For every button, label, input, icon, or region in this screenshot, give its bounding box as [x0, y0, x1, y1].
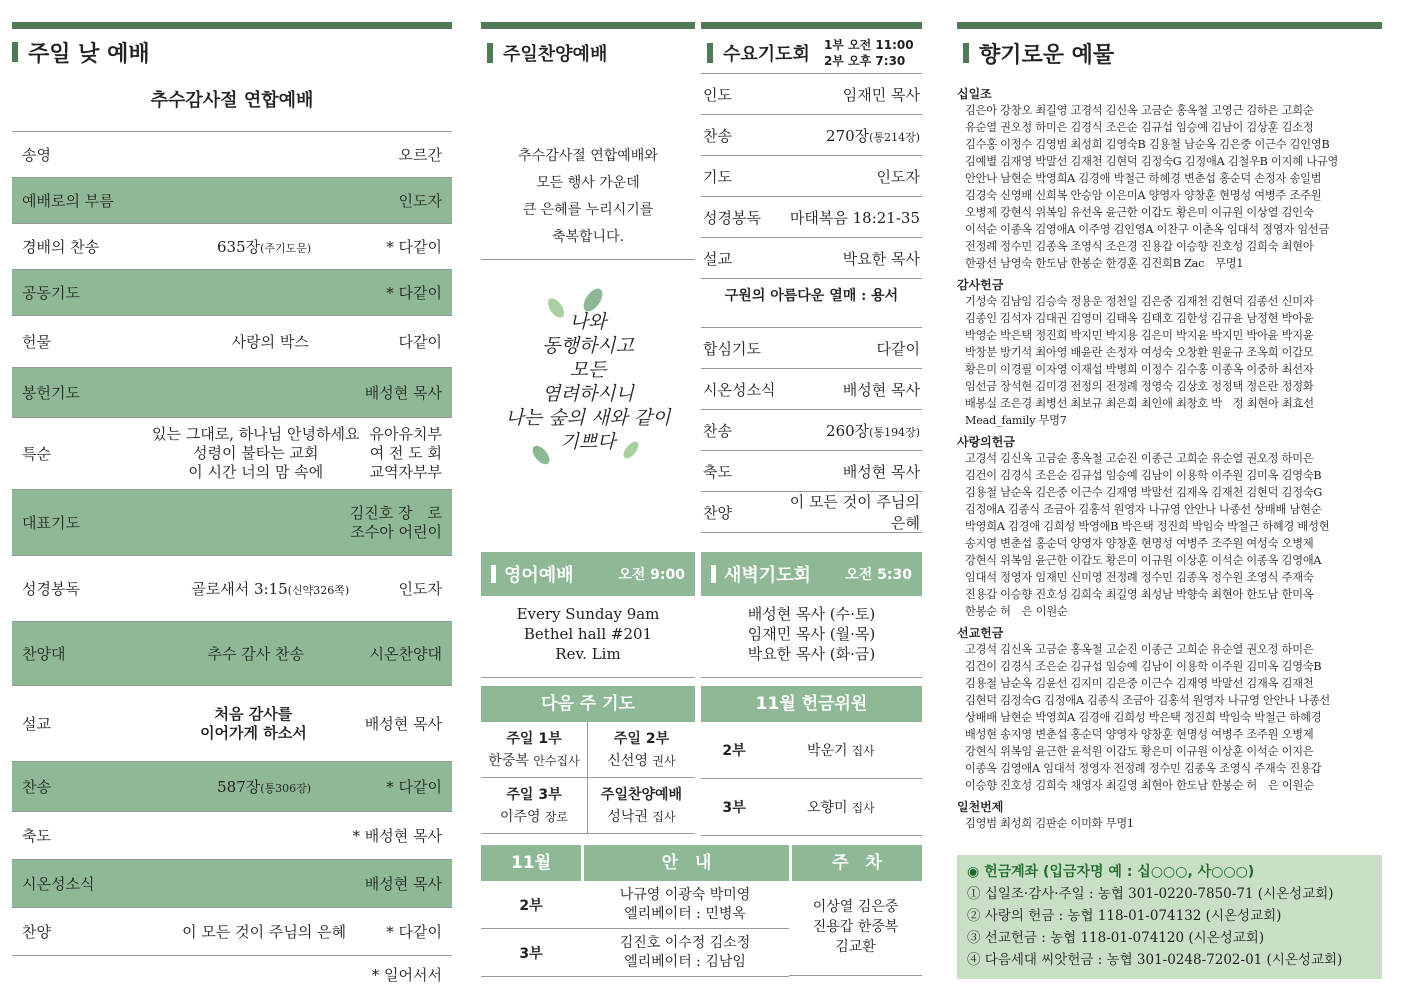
- guide-row: [481, 881, 789, 929]
- offering-names-line: 김종인 김석자 김대권 김영미 김태옥 김태호 김한성 김규윤 남정현 박아윤: [965, 312, 1314, 325]
- offering-names-line: 이종옥 김영애A 임대석 정영자 전정례 정수민 김종옥 조영식 주재숙 진용갑: [965, 762, 1322, 775]
- wednesday-label: 찬송: [703, 421, 732, 440]
- offerings-list: [957, 73, 1382, 832]
- offerings-title: 향기로운 예물: [979, 42, 1115, 68]
- offering-names-line: 김건이 김경식 조은순 김규섭 임승예 김남이 이용학 이주원 김미옥 김영숙B: [965, 660, 1322, 673]
- wednesday-value: 마태복음 18:21-35: [789, 208, 920, 227]
- offering-names-line: 이승향 진호성 김희숙 채영자 최길영 최현아 한도남 한봉순 허 은 이원순: [965, 779, 1314, 792]
- order-label: 찬양: [22, 923, 51, 941]
- calligraphy-text: [481, 310, 695, 454]
- offering-names-line: 강현식 위복임 윤근한 윤석원 이갑도 황은미 이규원 이상훈 이석순 이지은: [965, 745, 1314, 758]
- order-content: [142, 425, 370, 482]
- offering-names: [957, 293, 1382, 429]
- dawn-line: [701, 624, 922, 644]
- wednesday-time1: 1부 오전 11:00: [823, 38, 914, 52]
- next-prayer-grid: [481, 722, 695, 834]
- order-content-note: (신약326쪽): [287, 584, 350, 597]
- next-prayer-name: 한중복: [488, 753, 534, 769]
- order-label: 설교: [22, 715, 51, 733]
- offering-names-line: 유순열 권오정 하미은 김경식 조은순 김규섭 임승예 김남이 김상훈 김소정: [965, 121, 1314, 134]
- dawn-header: [701, 552, 922, 596]
- offering-names: [957, 641, 1382, 794]
- dawn-name: 배성현: [747, 605, 797, 623]
- offering-section-title: 선교헌금: [957, 626, 1004, 640]
- order-label: 봉헌기도: [22, 384, 80, 402]
- order-label: 송영: [22, 146, 51, 164]
- wednesday-label: 시온성소식: [703, 380, 776, 399]
- wednesday-row: [701, 369, 922, 410]
- offering-names-line: 오병제 강현식 위복임 유선옥 윤근한 이갑도 황은미 이규원 이상열 김인숙: [965, 206, 1314, 219]
- wednesday-column: [701, 22, 922, 533]
- bullet-mark-icon: [12, 42, 18, 62]
- offering-committee-role: 집사: [851, 743, 875, 758]
- wednesday-row: [701, 238, 922, 279]
- order-leader-line: 여 전 도 회: [369, 444, 442, 462]
- order-content: 635장(주기도문): [217, 238, 312, 256]
- praise-message: [481, 73, 695, 260]
- offering-names-line: 김정애A 김종식 조금아 김홍석 원영자 나규영 안안나 나종선 상배배 남현순: [965, 503, 1322, 516]
- account-line: ② 사랑의 헌금 : 농협 118-01-074132 (시온성교회): [967, 908, 1282, 924]
- order-row: [12, 132, 452, 178]
- offering-names-line: 한광선 남영숙 한도남 한봉순 한경훈 김진희B Zac 무명1: [965, 257, 1244, 270]
- sunday-order-list: [12, 132, 452, 956]
- sunday-title: 주일 낮 예배: [28, 41, 150, 67]
- bullet-mark-icon: [491, 565, 496, 583]
- order-leader: [350, 504, 442, 542]
- guide-parking: [789, 881, 922, 976]
- wednesday-row: [701, 74, 922, 115]
- offering-committee-role: 집사: [851, 800, 875, 815]
- offering-section-title: 감사헌금: [957, 278, 1004, 292]
- offering-names-line: 김용철 남순옥 김은중 이근수 김재영 박말선 김재옥 김재천 김현덕 김정숙G: [965, 486, 1323, 499]
- wednesday-label: 성경봉독: [703, 208, 761, 227]
- offering-names-line: 김현덕 김정숙G 김정애A 김종식 조금아 김홍석 원영자 나규영 안안나 나종선: [965, 694, 1331, 707]
- wednesday-label: 설교: [703, 249, 732, 268]
- wednesday-value: 배성현 목사: [842, 380, 920, 399]
- guide-content: [581, 886, 789, 924]
- next-prayer-role: 권사: [652, 754, 676, 768]
- order-leader: 배성현 목사: [364, 875, 442, 893]
- account-title: ◉ 헌금계좌 (입금자명 예 : 십○○○, 사○○○): [967, 864, 1255, 880]
- guide-parking-header: 주 차: [792, 845, 922, 881]
- offering-names-line: 고경석 김신옥 고금순 홍옥철 고순진 이종근 고희순 유순열 권오정 하미은: [965, 643, 1314, 656]
- next-prayer-label: 주일 1부: [506, 731, 562, 747]
- order-content: 골로새서 3:15(신약326쪽): [191, 580, 350, 598]
- wednesday-row: [701, 328, 922, 369]
- guide-body: [481, 881, 922, 977]
- guide-line: 김진호 이수정 김소정: [619, 934, 751, 951]
- guide-row: [481, 929, 789, 977]
- guide-label: 3부: [519, 945, 543, 962]
- praise-message-line: 모든 행사 가운데: [536, 175, 640, 191]
- offering-section-title: 사랑의헌금: [957, 435, 1015, 449]
- bullet-mark-icon: [963, 43, 969, 63]
- order-leader: [370, 425, 442, 482]
- wednesday-value: 다같이: [876, 339, 920, 358]
- guide-line: 엘리베이터 : 김남임: [624, 953, 746, 970]
- dawn-line: [701, 604, 922, 624]
- offering-names: [957, 450, 1382, 620]
- wednesday-value: 260장(통194장): [826, 421, 920, 440]
- account-line: ③ 선교헌금 : 농협 118-01-074120 (시온성교회): [967, 930, 1265, 946]
- dawn-info: [701, 596, 922, 678]
- offering-names-line: 김영범 최성희 김판순 이미화 무명1: [965, 817, 1134, 830]
- sunday-footnote: * 일어서서: [371, 966, 442, 984]
- order-leader-line: 유아유치부: [369, 425, 442, 443]
- offering-names-line: 강현식 위복임 윤근한 이갑도 황은미 이규원 이상훈 이석순 이종옥 김영애A: [965, 554, 1322, 567]
- offering-names-line: 박창분 방기석 최아영 배윤란 손정자 여성숙 오창환 원윤규 조옥희 이갑모: [965, 346, 1314, 359]
- wednesday-row: [701, 115, 922, 156]
- offering-committee-section: [701, 686, 922, 836]
- order-content-line: 있는 그대로, 하나님 안녕하세요: [152, 425, 360, 443]
- offering-committee-row: [701, 722, 922, 779]
- wednesday-value: 인도자: [876, 167, 920, 186]
- next-prayer-label: 주일 3부: [506, 787, 562, 803]
- account-lines: [967, 883, 1372, 971]
- offering-names-line: 황은미 이경필 이자영 이재섭 박병희 이정수 김수홍 이종옥 이중하 최선자: [965, 363, 1314, 376]
- order-content: 587장(통306장): [217, 778, 312, 796]
- offering-names-line: 상배배 남현순 박영희A 김경애 김희성 박은택 정진희 박임숙 박철근 하혜경: [965, 711, 1322, 724]
- wednesday-row: [701, 492, 922, 533]
- dawn-section: [701, 552, 922, 678]
- next-prayer-cell: [588, 722, 695, 778]
- offering-committee-label: 2부: [722, 743, 746, 759]
- order-leader: 인도자: [398, 580, 442, 598]
- wednesday-label: 찬양: [703, 503, 732, 522]
- offering-names-line: 안안나 남현순 박영희A 김경애 박철근 하혜경 변춘섭 홍순덕 손정자 송일범: [965, 172, 1322, 185]
- wednesday-value: 임재민 목사: [842, 85, 920, 104]
- order-content-line: 처음 감사를: [214, 704, 293, 723]
- wednesday-header: [701, 33, 922, 74]
- order-content: 사랑의 박스: [231, 333, 309, 351]
- order-leader: 다같이: [398, 333, 442, 351]
- next-prayer-role: 장로: [544, 810, 569, 824]
- dawn-time: 오전 5:30: [845, 567, 912, 583]
- top-bar: [12, 22, 452, 29]
- order-row: [12, 908, 452, 956]
- offering-committee-list: [701, 722, 922, 836]
- calligraphy-line: 나는 숲의 새와 같이: [505, 407, 671, 429]
- guide-section: [481, 845, 922, 977]
- order-leader-line: 조수아 어린이: [350, 522, 442, 541]
- order-leader: 배성현 목사: [364, 384, 442, 402]
- praise-message-line: 축복합니다.: [551, 229, 625, 245]
- guide-info-header: 안 내: [584, 845, 789, 881]
- order-content-line: 성령이 불타는 교회: [193, 444, 319, 462]
- offerings-column: [957, 22, 1382, 968]
- wednesday-title: 수요기도회: [723, 44, 810, 65]
- order-content-note: (주기도문): [260, 242, 312, 255]
- sunday-header: [12, 33, 452, 71]
- bullet-mark-icon: [707, 43, 713, 63]
- order-leader: * 다같이: [386, 284, 442, 302]
- guide-header: [481, 845, 922, 881]
- next-prayer-title: 다음 주 기도: [481, 686, 695, 722]
- order-content-line: 이 시간 너의 맘 속에: [188, 463, 324, 481]
- wednesday-value: 배성현 목사: [842, 462, 920, 481]
- wednesday-label: 찬송: [703, 126, 732, 145]
- offering-names: [957, 815, 1382, 832]
- wednesday-value-note: (통214장): [869, 130, 920, 144]
- wednesday-value: 이 모든 것이 주님의 은혜: [789, 493, 920, 532]
- english-line: Rev. Lim: [555, 645, 621, 663]
- order-row: [12, 418, 452, 490]
- next-prayer-person: [481, 750, 587, 772]
- order-leader: 인도자: [398, 192, 442, 210]
- wednesday-row: [701, 410, 922, 451]
- order-label: 헌물: [22, 333, 51, 351]
- order-label: 찬양대: [22, 645, 66, 663]
- wednesday-order-list-2: [701, 328, 922, 533]
- guide-month: 11월: [481, 845, 581, 881]
- order-leader-line: 교역자부부: [369, 463, 442, 481]
- next-prayer-role: 집사: [652, 810, 676, 824]
- next-prayer-cell: [588, 778, 695, 834]
- wednesday-row: [701, 156, 922, 197]
- offering-names-line: 김건이 김경식 조은순 김규섭 임승예 김남이 이용학 이주원 김미옥 김영숙B: [965, 469, 1322, 482]
- calligraphy-line: 기쁘다: [560, 431, 616, 453]
- next-prayer-name: 이주영: [499, 809, 545, 825]
- top-bar: [701, 22, 922, 29]
- wednesday-sermon: 구원의 아름다운 열매 : 용서: [701, 279, 922, 328]
- offering-names-line: 박영희A 김경애 김희성 박영애B 박은택 정진희 박임숙 박철근 하혜경 배성현: [965, 520, 1330, 533]
- english-header: [481, 552, 695, 596]
- next-prayer-cell: [481, 778, 588, 834]
- order-leader: * 다같이: [386, 923, 442, 941]
- offering-committee-name: 오향미: [807, 800, 848, 816]
- next-prayer-role: 안수집사: [533, 754, 580, 768]
- english-line: Bethel hall #201: [523, 625, 653, 643]
- dawn-role: 목사 (수·토): [796, 605, 876, 623]
- offering-section-title: 십일조: [957, 87, 992, 101]
- parking-line: 진용갑 한중복: [812, 919, 899, 935]
- wednesday-time2: 2부 오후 7:30: [823, 54, 906, 68]
- offering-names-line: 송지영 변춘섭 홍순덕 양영자 양창훈 현명성 여병주 조주원 여성숙 오병제: [965, 537, 1314, 550]
- bullet-mark-icon: [711, 565, 716, 583]
- next-prayer-cell: [481, 722, 588, 778]
- order-label: 성경봉독: [22, 580, 80, 598]
- next-prayer-person: [481, 806, 587, 828]
- offering-names-line: Mead_family 무명7: [965, 414, 1067, 427]
- guide-rows: [481, 881, 789, 977]
- guide-content: [581, 934, 789, 972]
- order-row: [12, 686, 452, 762]
- calligraphy-line: 나와: [569, 311, 607, 333]
- offering-names-line: 박영순 박은택 정진희 박지민 박지용 김은미 박지윤 박지민 박아윤 박지윤: [965, 329, 1314, 342]
- offering-names-line: 임대석 정영자 임재민 신미영 전정례 정수민 김종옥 정수원 조영식 주재숙: [965, 571, 1314, 584]
- praise-header: [481, 33, 695, 73]
- sunday-subtitle: 추수감사절 연합예배: [12, 71, 452, 132]
- order-row: [12, 762, 452, 812]
- sunday-column: [12, 22, 452, 985]
- account-line: ① 십일조·감사·주일 : 농협 301-0220-7850-71 (시온성교회): [967, 886, 1334, 902]
- order-row: [12, 556, 452, 622]
- order-label: 경배의 찬송: [22, 238, 100, 256]
- calligraphy-line: 동행하시고: [542, 335, 634, 357]
- offering-names-line: 김수홍 이정수 김영범 최성희 김영숙B 김용철 남순옥 김은중 이근수 김인영B: [965, 138, 1330, 151]
- order-label: 예배로의 부름: [22, 192, 114, 210]
- english-title: 영어예배: [504, 565, 574, 586]
- order-row: [12, 316, 452, 368]
- wednesday-order-list: [701, 74, 922, 279]
- order-row: [12, 270, 452, 316]
- offering-names-line: 김용철 남순옥 김윤선 김지미 김은중 이근수 김재영 박말선 김재옥 김재천: [965, 677, 1314, 690]
- guide-line: 나규영 이광숙 박미영: [619, 886, 751, 903]
- order-content: [142, 705, 365, 743]
- offering-committee-label: 3부: [722, 800, 746, 816]
- order-label: 특순: [22, 445, 51, 463]
- order-leader: 오르간: [398, 146, 442, 164]
- offering-names-line: 임선금 장석현 김미경 전정의 전정례 정영숙 김상호 정정택 정은란 정정화: [965, 380, 1314, 393]
- order-row: [12, 860, 452, 908]
- dawn-line: [701, 644, 922, 664]
- offering-section-title: 일천번제: [957, 800, 1004, 814]
- wednesday-value-note: (통194장): [869, 425, 920, 439]
- offering-names-line: 김예별 김재영 박말선 김재천 김현덕 김정숙G 김정애A 김철우B 이지혜 나규영: [965, 155, 1339, 168]
- order-label: 찬송: [22, 778, 51, 796]
- offering-names-line: 이석순 이종옥 김영애A 이주영 김인영A 이찬구 이춘옥 임대석 정영자 임선금: [965, 223, 1330, 236]
- offering-names: [957, 102, 1382, 272]
- next-prayer-name: 신선영: [607, 753, 653, 769]
- top-bar: [957, 22, 1382, 29]
- wednesday-label: 합심기도: [703, 339, 761, 358]
- english-section: [481, 552, 695, 678]
- wednesday-value: 270장(통214장): [826, 126, 920, 145]
- wednesday-label: 축도: [703, 462, 732, 481]
- account-box: [957, 855, 1382, 979]
- dawn-title: 새벽기도회: [724, 565, 811, 586]
- wednesday-times: [824, 37, 914, 69]
- order-label: 시온성소식: [22, 875, 95, 893]
- bullet-mark-icon: [487, 43, 493, 63]
- dawn-name: 임재민: [747, 625, 797, 643]
- order-row: [12, 812, 452, 860]
- calligraphy-line: 염려하시니: [542, 383, 634, 405]
- order-leader: * 다같이: [386, 778, 442, 796]
- top-bar: [481, 22, 695, 29]
- offering-names-line: 배성현 송지영 변춘섭 홍순덕 양영자 양창훈 현명성 여병주 조주원 오병제: [965, 728, 1314, 741]
- offering-names-line: 김경숙 신영배 신희복 안승암 이은미A 양영자 양창훈 현명성 여병주 조주원: [965, 189, 1322, 202]
- order-content: 이 모든 것이 주님의 은혜: [182, 923, 347, 941]
- offering-names-line: 배봉실 조은경 최병선 최보규 최은희 최인애 최창호 박 정 최현아 최효선: [965, 397, 1314, 410]
- dawn-name: 박요한: [747, 645, 797, 663]
- next-prayer-person: [588, 806, 695, 828]
- next-prayer-label: 주일 2부: [613, 731, 670, 747]
- dawn-role: 목사 (월·목): [796, 625, 876, 643]
- order-row: [12, 490, 452, 556]
- offering-names-line: 전정례 정수민 김종옥 조영식 조은경 진용갑 이승향 진호성 김희숙 최현아: [965, 240, 1314, 253]
- order-label: 축도: [22, 827, 51, 845]
- next-prayer-section: [481, 686, 695, 834]
- order-row: [12, 224, 452, 270]
- offering-committee-title: 11월 헌금위원: [701, 686, 922, 722]
- order-content-line: 이어가게 하소서: [200, 723, 307, 742]
- wednesday-row: [701, 451, 922, 492]
- offering-names-line: 김은아 강창오 최길영 고경석 김신옥 고금순 홍옥철 고영근 김하은 고희순: [965, 104, 1314, 117]
- order-leader: 시온찬양대: [369, 645, 442, 663]
- offering-committee-name: 박운기: [807, 743, 848, 759]
- order-content: 추수 감사 찬송: [207, 645, 305, 663]
- order-label: 대표기도: [22, 514, 80, 532]
- order-row: [12, 622, 452, 686]
- praise-title: 주일찬양예배: [503, 44, 608, 65]
- account-line: ④ 다음세대 씨앗헌금 : 농협 301-0248-7202-01 (시온성교회): [967, 952, 1343, 968]
- offerings-header: [957, 33, 1382, 73]
- parking-line: 이상열 김은중: [812, 899, 899, 915]
- calligraphy-line: 모든: [569, 359, 607, 381]
- order-row: [12, 178, 452, 224]
- calligraphy-art: [481, 260, 695, 500]
- wednesday-label: 인도: [703, 85, 732, 104]
- praise-message-line: 추수감사절 연합예배와: [518, 148, 658, 164]
- english-line: Every Sunday 9am: [516, 605, 660, 623]
- praise-column: [481, 22, 695, 500]
- parking-line: 김교환: [835, 939, 876, 955]
- next-prayer-person: [588, 750, 695, 772]
- order-leader: * 배성현 목사: [352, 827, 442, 845]
- order-label: 공동기도: [22, 284, 80, 302]
- order-leader: 배성현 목사: [364, 715, 442, 733]
- offering-committee-row: [701, 779, 922, 836]
- dawn-role: 목사 (화·금): [796, 645, 876, 663]
- english-time: 오전 9:00: [618, 567, 685, 583]
- order-leader: * 다같이: [386, 238, 442, 256]
- offering-names-line: 기성숙 김남임 김승숙 정용운 정천일 김은중 김재천 김현덕 김종선 신미자: [965, 295, 1314, 308]
- order-content-note: (통306장): [260, 782, 312, 795]
- next-prayer-label: 주일찬양예배: [600, 787, 683, 803]
- wednesday-row: [701, 197, 922, 238]
- offering-names-line: 고경석 김신옥 고금순 홍옥철 고순진 이종근 고희순 유순열 권오정 하미은: [965, 452, 1314, 465]
- english-info: [481, 596, 695, 678]
- order-row: [12, 368, 452, 418]
- wednesday-value: 박요한 목사: [842, 249, 920, 268]
- order-leader-line: 김진호 장 로: [349, 503, 442, 522]
- guide-line: 엘리베이터 : 민병옥: [624, 905, 746, 922]
- guide-label: 2부: [519, 897, 543, 914]
- wednesday-label: 기도: [703, 167, 732, 186]
- offering-names-line: 진용갑 이승향 진호성 김희숙 최길영 최성남 박향숙 최현아 한도남 한미옥: [965, 588, 1314, 601]
- offering-names-line: 한봉순 허 은 이원순: [965, 605, 1068, 618]
- next-prayer-name: 성낙권: [607, 809, 653, 825]
- praise-message-line: 큰 은혜를 누리시기를: [522, 202, 654, 218]
